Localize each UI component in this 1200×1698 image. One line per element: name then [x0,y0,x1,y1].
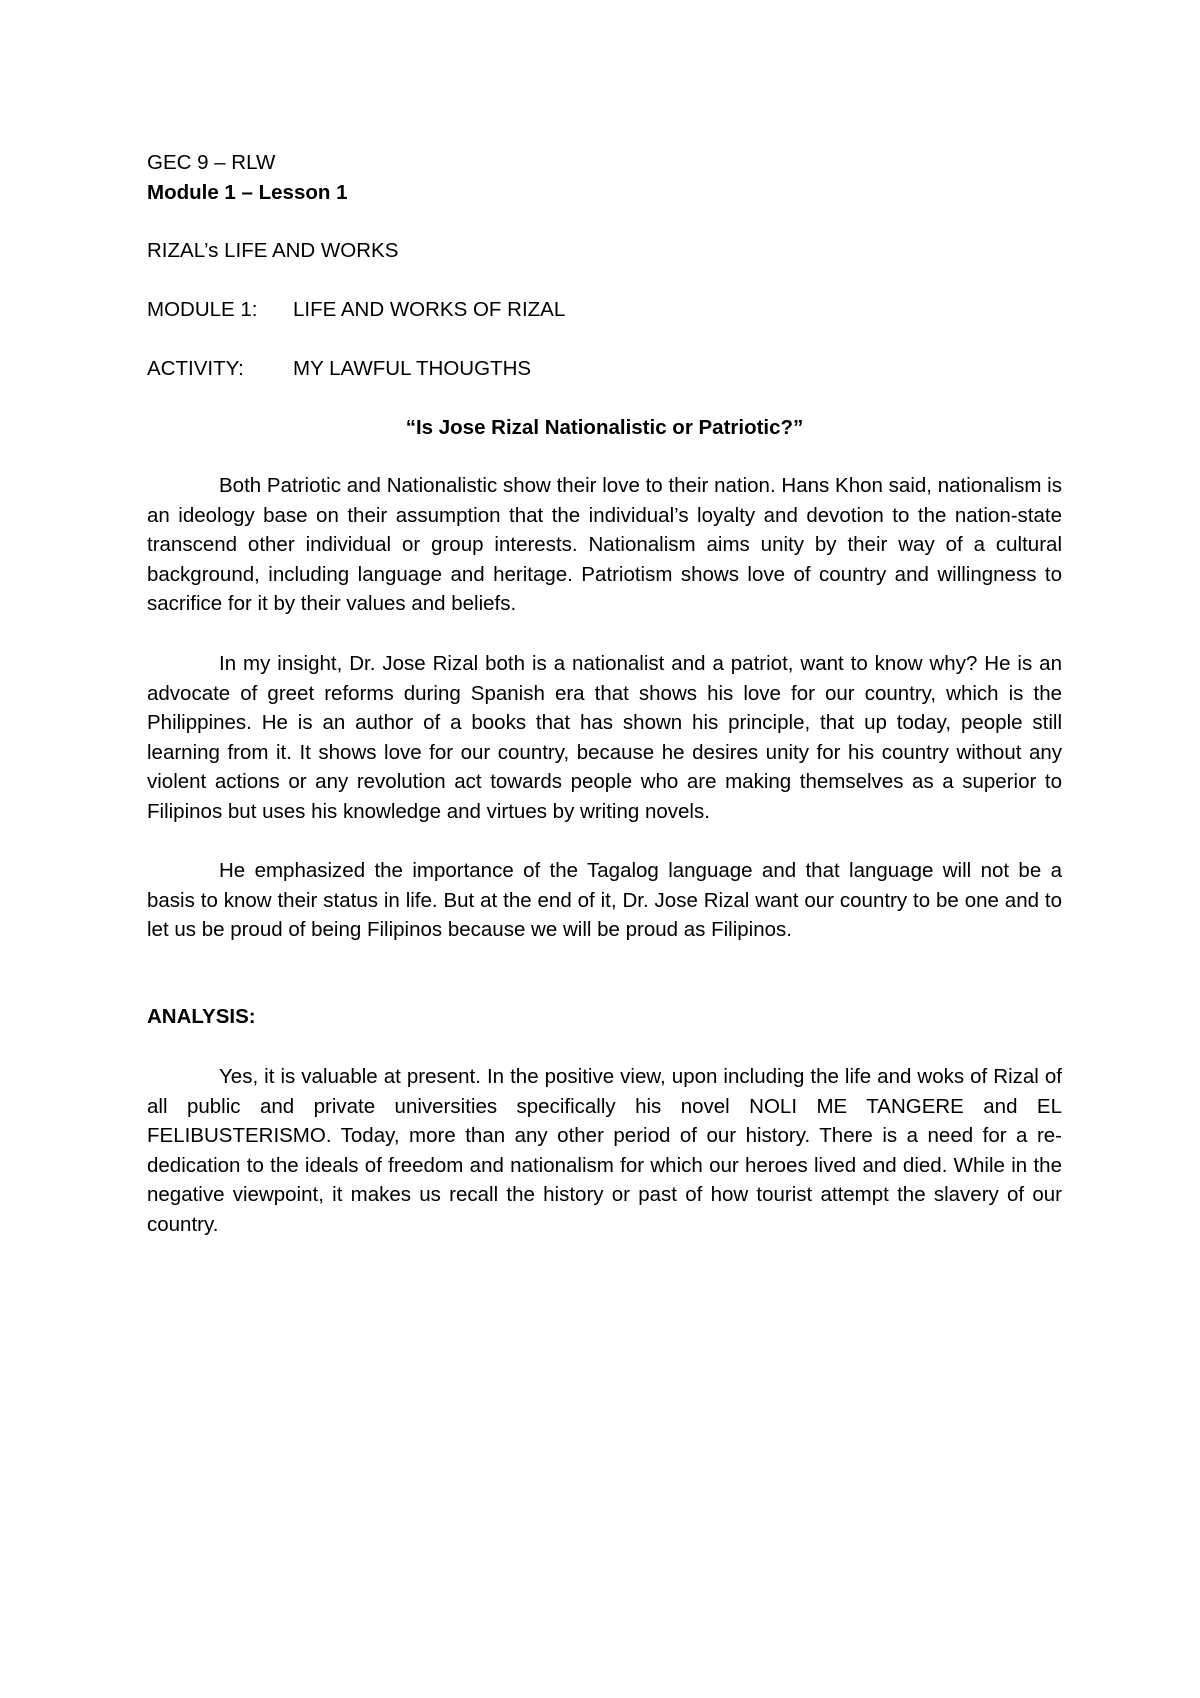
document-page [147,0,1062,1698]
course-title: RIZAL’s LIFE AND WORKS [147,239,399,262]
module-row [147,296,1062,324]
activity-value: MY LAWFUL THOUGTHS [293,357,532,380]
module-lesson: Module 1 – Lesson 1 [147,181,348,204]
module-label: MODULE 1: [147,298,258,321]
paragraph-2: In my insight, Dr. Jose Rizal both is a nationalist and a patriot, want to know why? He is an advocate of greet reforms during Spanish era that shows his love for our country, which is the Philippines. He is an author of a books that has shown his principle, that up today, people still learning from it. It shows love for our country, because he desires unity for his country without any violent actions or any revolution act towards people who are making themselves as a superior to Filipinos but uses his knowledge and virtues by writing novels. [147,652,1062,823]
course-code: GEC 9 – RLW [147,151,276,174]
analysis-heading: ANALYSIS: [147,1005,256,1028]
activity-label: ACTIVITY: [147,357,244,380]
paragraph-3: He emphasized the importance of the Tagalog language and that language will not be a basis to know their status in life. But at the end of it, Dr. Jose Rizal want our country to be one and to let us be proud of being Filipinos because we will be proud as Filipinos. [147,859,1062,941]
essay-question: “Is Jose Rizal Nationalistic or Patriotic?” [405,416,804,439]
paragraph-1: Both Patriotic and Nationalistic show their love to their nation. Hans Khon said, nationalism is an ideology base on their assumption that the individual’s loyalty and devotion to the nation-state transcend other individual or group interests. Nationalism aims unity by their way of a cultural background, including language and heritage. Patriotism shows love of country and willingness to sacrifice for it by their values and beliefs. [147,474,1062,615]
module-value: LIFE AND WORKS OF RIZAL [293,298,566,321]
activity-row [147,355,1062,383]
analysis-paragraph: Yes, it is valuable at present. In the positive view, upon including the life and woks of Rizal of all public and private universities specifically his novel NOLI ME TANGERE and EL FELIBUSTERISMO. Today, more than any other period of our history. There is a need for a re-dedication to the ideals of freedom and nationalism for which our heroes lived and died. While in the negative viewpoint, it makes us recall the history or past of how tourist attempt the slavery of our country. [147,1065,1062,1236]
